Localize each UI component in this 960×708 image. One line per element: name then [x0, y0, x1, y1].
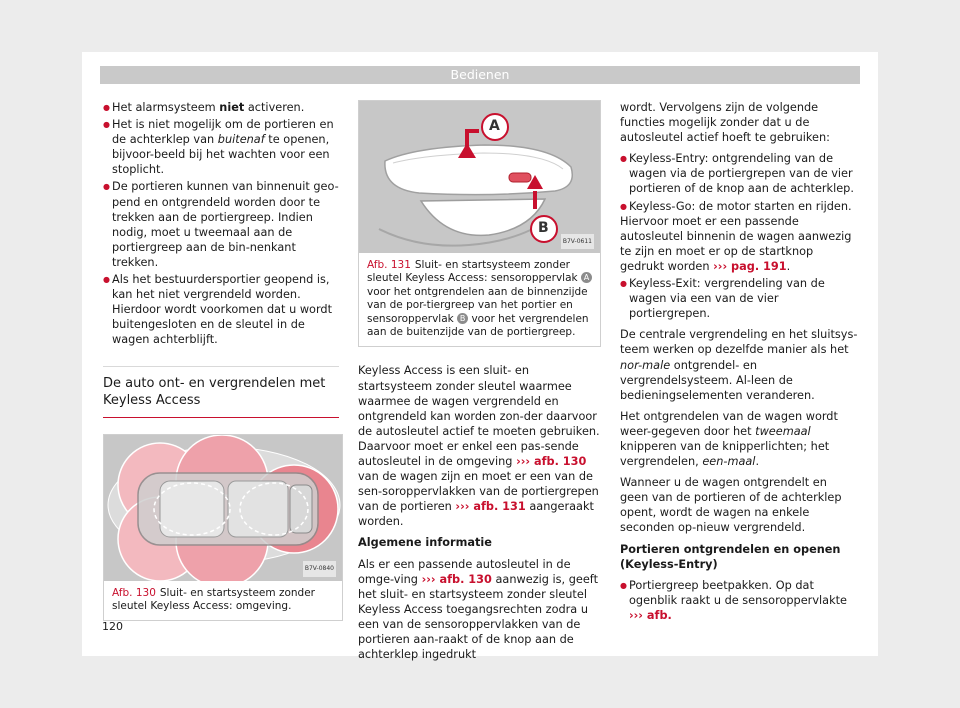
bullet-keyless-go: ● Keyless-Go: de motor starten en rijden. [620, 199, 858, 214]
bullet-inside: ● De portieren kunnen van binnenuit geo-pend en ontgrendeld worden door te trekken aan de portiergreep. Indien nodig, moet u tweemaal aan de portiergreep aan de bin-nenkant trekken. [103, 179, 339, 270]
door-handle-illustration [359, 101, 600, 253]
figure-130 [103, 434, 343, 622]
marker-a-label: A [489, 118, 500, 134]
figure-caption: Afb. 130 Sluit- en startsysteem zonder sleutel Keyless Access: omgeving. [112, 586, 315, 612]
bullet-driver-door: ● Als het bestuurdersportier geopend is, kan het niet vergrendeld worden. Hierdoor wordt voorkomen dat u wordt buitengesloten en de sleutel in de wagen achterblijft. [103, 272, 339, 347]
paragraph-functions: wordt. Vervolgens zijn de volgende functies mogelijk zonder dat u de autosleutel actief hoeft te gebruiken: [620, 101, 830, 145]
figure-code: B7V-0611 [561, 234, 594, 249]
paragraph-keyless-go-detail: Hiervoor moet er een passende autosleutel binnenin de wagen aanwezig te zijn en moet er op de startknop gedrukt worden ››› pag. 191. [620, 214, 852, 273]
column-right [620, 100, 858, 625]
subheading-general: Algemene informatie [358, 536, 492, 550]
marker-b-badge: B [457, 313, 468, 324]
paragraph-central-locking: De centrale vergrendeling en het sluitsys-teem werken op dezelfde manier als het nor-male ontgrendel- en vergrendelsysteem. Al-leen de bedieningselementen veranderen. [620, 328, 858, 402]
section-heading: De auto ont- en vergrendelen met Keyless Access [103, 366, 339, 418]
subheading-keyless-entry: Portieren ontgrendelen en openen (Keyless-Entry) [620, 542, 841, 571]
paragraph-relock: Wanneer u de wagen ontgrendelt en geen van de portieren of de achterklep opent, wordt de wagen na enkele seconden op-nieuw vergrendeld. [620, 476, 842, 535]
bullet-alarm: ● Het alarmsysteem niet activeren. [103, 100, 339, 115]
bullet-grab-handle: ● Portiergreep beetpakken. Op dat ogenblik raakt u de sensoroppervlakte ››› afb. [620, 578, 858, 623]
marker-a-badge: A [581, 272, 592, 283]
bullet-keyless-exit: ● Keyless-Exit: vergrendeling van de wagen via een van de vier portiergrepen. [620, 276, 858, 321]
page-header: Bedienen [100, 66, 860, 84]
page-number: 120 [102, 620, 123, 633]
paragraph-general: Als er een passende autosleutel in de omge-ving ››› afb. 130 aanwezig is, geeft het sluit- en startsysteem zonder sleutel Keyless Access toegangsrechten zodra u een van de sensoroppervlakken van de portieren aan-raakt of de knop aan de achterklep ingedrukt [358, 557, 599, 662]
column-middle [358, 100, 601, 668]
link-page-191[interactable]: ››› pag. 191 [713, 259, 787, 273]
figure-caption: Afb. 131 Sluit- en startsysteem zonder sleutel Keyless Access: sensoroppervlak A voor het ontgrendelen aan de binnenzijde van de por-tiergreep van het portier en sensoroppervlak B voor het vergrendelen aan de buitenzijde van de portiergreep. [359, 253, 600, 346]
bullet-keyless-entry: ● Keyless-Entry: ontgrendeling van de wagen via de portiergrepen van de vier portieren of de knop aan de achterklep. [620, 151, 858, 196]
paragraph-indicators: Het ontgrendelen van de wagen wordt weer-gegeven door het tweemaal knipperen van de knipperlichten; het vergrendelen, een-maal. [620, 409, 838, 469]
figure-131 [358, 100, 601, 347]
link-afb[interactable]: ››› afb. [629, 608, 672, 622]
bullet-outside: ● Het is niet mogelijk om de portieren en de achterklep van buitenaf te openen, bijvoor-beeld bij het wachten voor een stoplicht. [103, 117, 339, 177]
car-topview-image [104, 435, 342, 581]
column-left [103, 100, 339, 621]
figure-code: B7V-0840 [303, 561, 336, 576]
link-afb-130[interactable]: ››› afb. 130 [421, 572, 492, 586]
marker-b-label: B [538, 220, 549, 236]
keyless-zones-illustration [104, 435, 342, 581]
paragraph-keyless-intro: Keyless Access is een sluit- en startsysteem zonder sleutel waarmee waarmee de wagen vergrendeld en ontgrendeld kan worden zon-der daarvoor de autosleutel actief te moeten gebruiken. Daarvoor moet er enkel een pas-sende autosleutel in de omgeving ››› afb. 130 van de wagen zijn en moet er een van de sen-soroppervlakken van de portiergrepen van de portieren ››› afb. 131 aangeraakt worden. [358, 364, 600, 529]
link-afb-130[interactable]: ››› afb. 130 [516, 455, 587, 468]
door-handle-image [359, 101, 600, 253]
link-afb-131[interactable]: ››› afb. 131 [455, 500, 526, 514]
